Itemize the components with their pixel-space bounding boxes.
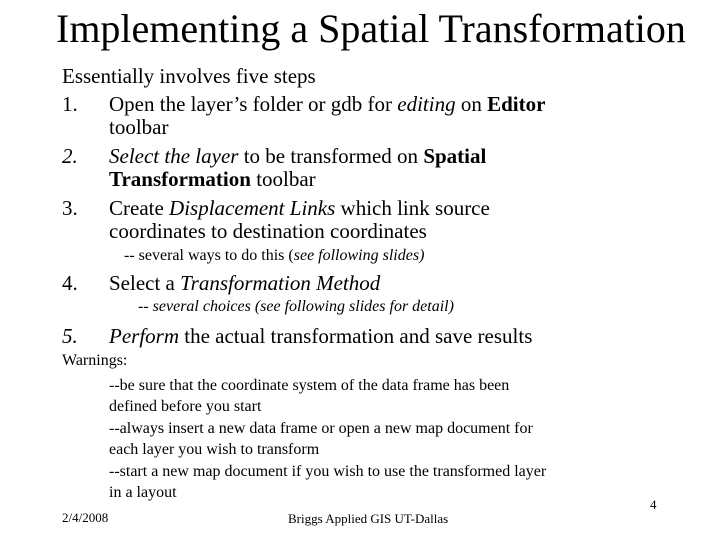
step-5-number-text: 5. [62, 324, 78, 348]
warning-line: --always insert a new data frame or open a new map document for [109, 420, 533, 437]
step-2-number [62, 144, 78, 168]
step-4-text [109, 271, 380, 295]
warnings-heading: Warnings: [62, 352, 128, 369]
step-1-text [109, 92, 545, 116]
step-3-note [124, 246, 424, 266]
step-4-note [138, 297, 454, 317]
warning-line: in a layout [109, 484, 177, 501]
step-2-text-c: Spatial [423, 144, 487, 168]
page-number: 4 [650, 497, 657, 512]
step-5-text-b: the actual transformation and save results [179, 324, 533, 348]
footer-date: 2/4/2008 [62, 510, 109, 525]
slide-title: Implementing a Spatial Transformation [56, 6, 686, 51]
step-2-line2 [109, 167, 316, 191]
step-2-line2-a: Transformation [109, 167, 251, 191]
step-4-text-b: Transformation Method [180, 271, 381, 295]
step-3-text-b: Displacement Links [169, 196, 336, 220]
step-2-number-text: 2. [62, 144, 78, 168]
step-2-line2-b: toolbar [250, 167, 316, 191]
step-1-text-b: editing [397, 92, 456, 116]
warning-line: defined before you start [109, 398, 262, 415]
step-5-text [109, 324, 532, 348]
warning-line: --start a new map document if you wish to use the transformed layer [109, 463, 547, 480]
step-4-text-a: Select a [109, 271, 181, 295]
step-1-line2: toolbar [109, 115, 169, 139]
intro-text: Essentially involves five steps [62, 64, 316, 88]
step-2-text [109, 144, 486, 168]
step-3-note-a: -- several ways to do this ( [124, 247, 294, 264]
step-1-text-c: on [455, 92, 488, 116]
step-3-text-a: Create [109, 196, 170, 220]
step-2-text-a: Select the layer [109, 144, 239, 168]
step-3-text [109, 196, 490, 220]
step-3-note-b: see following slides) [293, 247, 425, 264]
step-5-number [62, 324, 78, 348]
step-3-text-c: which link source [335, 196, 490, 220]
footer-center-text: Briggs Applied GIS UT-Dallas [288, 511, 449, 526]
step-1-number: 1. [62, 92, 78, 116]
step-3-number: 3. [62, 196, 78, 220]
step-5-text-a: Perform [109, 324, 179, 348]
step-4-note-text: -- several choices (see following slides for detail) [138, 298, 454, 315]
step-1-text-a: Open the layer’s folder or gdb for [109, 92, 398, 116]
step-3-line2: coordinates to destination coordinates [109, 219, 427, 243]
warning-line: --be sure that the coordinate system of the data frame has been [109, 377, 510, 394]
step-4-number: 4. [62, 271, 78, 295]
warning-line: each layer you wish to transform [109, 441, 320, 458]
step-2-text-b: to be transformed on [238, 144, 424, 168]
step-1-text-d: Editor [487, 92, 546, 116]
